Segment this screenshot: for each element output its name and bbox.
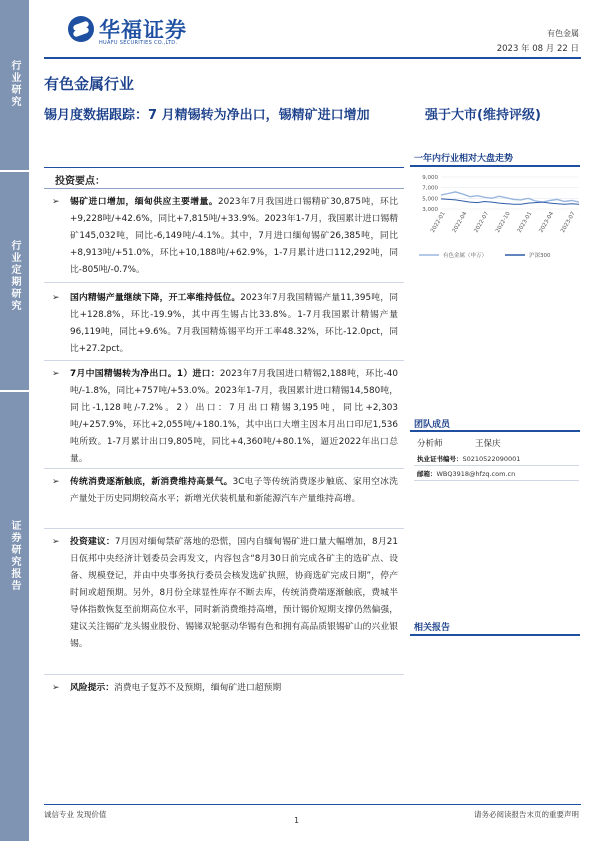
x-tick-label: 2022-07 [473, 211, 491, 234]
arrow-bullet-icon: ➢ [52, 683, 60, 693]
sidebar-divider [0, 390, 29, 392]
sidebar-section-periodic [0, 240, 29, 330]
sidebar-section-securities-report [0, 520, 29, 610]
y-tick-label: 3,000 [422, 207, 438, 213]
page-number: 1 [294, 816, 300, 825]
section-divider [44, 167, 404, 168]
report-date: 2023 年 08 月 22 日 [496, 44, 579, 54]
key-point-lead: 传统消费逐渐触底，新消费维持高景气。 [70, 477, 233, 487]
analyst-label: 分析师 [417, 439, 443, 449]
sidebar-label-industry-research: 行业研究 [9, 60, 20, 108]
key-point-lead: 风险提示： [70, 683, 114, 693]
key-point-body: 7月因对缅甸禁矿落地的恐慌，国内自缅甸锡矿进口量大幅增加，8月21日佤邦中央经济计划委员会再发文，内容包含“8月30日前完成各矿主的选矿点、设备、规模登记，并由中央事务执行委员会核发选矿执照，协商选矿完成日期”，停产时间或超预期。另外，8月份全球显性库存不断去库，传统消费端逐渐触底，费城半导体指数恢复至前期高位水平，同时新消费维持高增，预计锡价短期支撑仍然偏强，建议关注锡矿龙头锡业股份、锡锑双轮驱动华锡有色和拥有高品质银锡矿山的兴业银锡。 [70, 537, 398, 649]
key-point-lead: 投资建议： [70, 537, 115, 547]
sidebar [0, 0, 29, 841]
key-point-body: 3C电子等传统消费逐步触底、家用空冰洗产量处于历史同期较高水平；新增光伏装机量和新能源汽车产量维持高增。 [70, 477, 398, 504]
email-row [417, 469, 515, 478]
sidebar-label-periodic: 行业定期研究 [9, 240, 20, 312]
sidebar-section-industry-research [0, 60, 29, 130]
x-tick-label: 2023-04 [538, 211, 556, 234]
y-tick-label: 5,000 [422, 196, 438, 203]
paragraph-divider [44, 674, 404, 675]
legend-label-index: 沪深300 [529, 253, 551, 259]
chart-title: 一年内行业相对大盘走势 [414, 154, 514, 164]
legend-label-industry: 有色金属（申万） [443, 253, 488, 259]
email-value: WBQ3918@hfzq.com.cn [436, 470, 516, 478]
key-point-investment-advice [52, 534, 398, 653]
key-point-risk-warning [52, 680, 398, 697]
key-point-consumption [52, 474, 398, 508]
key-point-refined-tin-production [52, 290, 398, 358]
y-tick-label: 7,000 [422, 185, 438, 192]
footer-slogan: 诚信专业 发现价值 [44, 810, 107, 819]
key-point-tin-ore-imports [52, 194, 398, 279]
footer-divider [44, 804, 581, 805]
cert-row [417, 454, 520, 463]
section-divider [410, 430, 580, 432]
footer-disclaimer: 请务必阅读报告末页的重要声明 [474, 810, 579, 819]
team-title: 团队成员 [414, 420, 451, 430]
section-divider [44, 188, 404, 189]
sidebar-label-securities-report: 证券研究报告 [9, 520, 20, 592]
logo-name: 华福证券 [99, 16, 187, 42]
report-title: 锡月度数据跟踪：7 月精锡转为净出口，锡精矿进口增加 [44, 108, 370, 123]
key-point-lead: 国内精锡产量继续下降，开工率维持低位。 [70, 293, 241, 303]
relative-performance-chart [405, 167, 585, 267]
analyst-name: 王保庆 [475, 439, 501, 449]
row-divider [414, 465, 579, 466]
row-divider [414, 480, 579, 481]
header-sector: 有色金属 [547, 29, 579, 38]
arrow-bullet-icon: ➢ [52, 477, 60, 487]
key-point-body: 2023年7月我国精锡产量11,395吨，同比+128.8%，环比-19.9%，其中再生锡占比33.8%。1-7月我国累计精锡产量96,119吨，同比+9.6%。7月我国精炼锡平均开工率48.32%，环比-12.0pct，同比+27.2pct。 [70, 293, 398, 354]
company-logo [68, 16, 187, 46]
logo-icon [68, 16, 94, 42]
paragraph-divider [44, 468, 404, 469]
key-point-body: 2023年7月我国进口锡精矿30,875吨，环比+9,228吨/+42.6%，同比+7,815吨/+33.9%。2023年1-7月，我国累计进口锡精矿145,032吨，同比-6,149吨/-4.1%。其中，7月进口缅甸锡矿26,385吨，同比+8,913吨/+51.0%，环比+10,188吨/+62.9%，1-7月累计进口112,292吨，同比-805吨/-0.7%。 [70, 197, 398, 275]
x-tick-label: 2023-07 [560, 211, 577, 234]
email-label: 邮箱： [417, 470, 437, 478]
cert-label: 执业证书编号： [417, 455, 463, 463]
analyst-row [417, 437, 577, 449]
x-tick-label: 2022-01 [430, 211, 447, 234]
x-tick-label: 2023-01 [516, 211, 534, 234]
key-point-body: 消费电子复苏不及预期，缅甸矿进口超预期 [114, 683, 282, 693]
arrow-bullet-icon: ➢ [52, 293, 60, 303]
header-divider [44, 57, 581, 59]
key-point-lead: 锡矿进口增加，缅甸供应主要增量。 [70, 197, 219, 207]
section-divider [410, 634, 580, 636]
key-point-lead: 7月中国精锡转为净出口。1）进口： [70, 369, 220, 379]
logo-english-name: HUAFU SECURITIES CO.,LTD. [99, 40, 178, 46]
key-point-body: 2023年7月我国进口精锡2,188吨，环比-40吨/-1.8%，同比+757吨/+53.0%。2023年1-7月，我国累计进口精锡14,580吨，同比-1,128吨/-7.2%。2）出口：7月出口精锡3,195吨，同比+2,303吨/+257.9%，环比+2,055吨/+180.1%，其中出口大增主因本月出口印尼1,536吨所致。1-7月累计出口9,805吨，同比+4,360吨/+80.1%，逼近2022年出口总量。 [70, 369, 398, 464]
x-tick-label: 2022-10 [495, 211, 512, 234]
industry-title: 有色金属行业 [44, 75, 135, 93]
arrow-bullet-icon: ➢ [52, 537, 60, 547]
related-reports-title: 相关报告 [414, 623, 451, 633]
x-tick-label: 2022-04 [451, 211, 469, 234]
arrow-bullet-icon: ➢ [52, 197, 60, 207]
y-tick-label: 9,000 [422, 175, 438, 181]
cert-value: S0210522090001 [462, 455, 521, 463]
key-point-net-exports [52, 366, 398, 468]
sidebar-divider [0, 170, 29, 172]
key-points-title: 投资要点： [55, 176, 105, 187]
paragraph-divider [44, 528, 404, 529]
paragraph-divider [44, 282, 404, 283]
arrow-bullet-icon: ➢ [52, 369, 60, 379]
rating: 强于大市(维持评级) [425, 108, 541, 123]
paragraph-divider [44, 360, 404, 361]
